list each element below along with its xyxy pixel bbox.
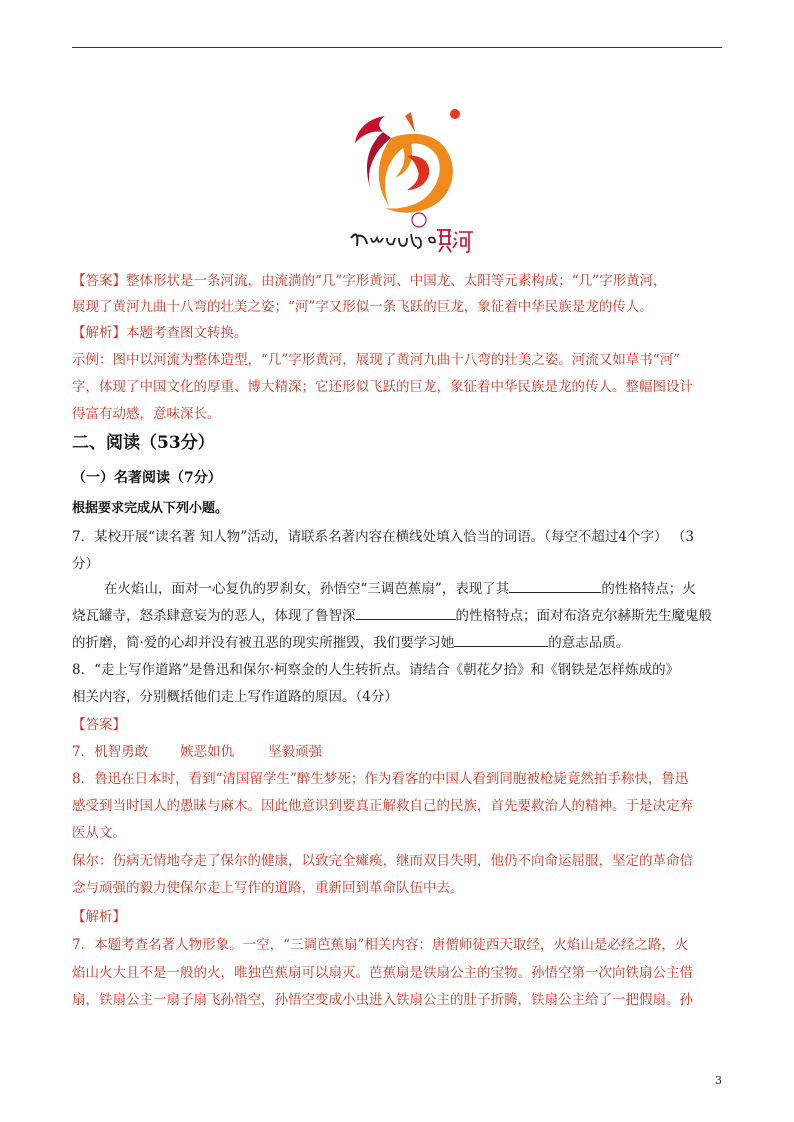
answer-7-blank-1: 机智勇敢 — [94, 744, 149, 760]
subsection-title: （一）名著阅读（7分） — [72, 470, 222, 486]
answer-7-blank-2: 嫉恶如仇 — [180, 744, 235, 760]
q7-p3-text-a: 的折磨，简·爱的心却并没有被丑恶的现实所摧毁，我们要学习她 — [72, 635, 455, 651]
answer-7 — [72, 743, 732, 762]
page-number: 3 — [715, 1074, 722, 1087]
q7-p1-text-a: 在火焰山，面对一心复仇的罗刹女，孙悟空“三调芭蕉扇”，表现了其 — [104, 581, 510, 597]
question-7-paragraph-3 — [72, 634, 732, 653]
answer-8-line-3: 医从文。 — [72, 825, 126, 841]
huanghe-logo-icon — [345, 98, 475, 258]
analysis-7-line-1: 7．本题考查名著人物形象。一空，“三调芭蕉扇”相关内容：唐僧师徒西天取经，火焰山是必经之路，火 — [72, 937, 689, 953]
answer-1-line-2: 展现了黄河九曲十八弯的壮美之姿；“河”字又形似一条飞跃的巨龙，象征着中华民族是龙的传人。 — [72, 299, 653, 315]
answer-7-blank-3: 坚毅顽强 — [268, 744, 323, 760]
q7-p2-text-b: 的性格特点；面对布洛克尔赫斯先生魔鬼般 — [455, 608, 712, 624]
fill-blank-1[interactable] — [509, 580, 601, 593]
analysis-1-line — [72, 324, 732, 343]
header-rule — [72, 47, 722, 48]
question-7-paragraph-2 — [72, 607, 732, 626]
example-line-2: 字，体现了中国文化的厚重、博大精深；它还形似飞跃的巨龙，象征着中华民族是龙的传人。整幅图设计 — [72, 379, 693, 395]
q7-p2-text-a: 烧瓦罐寺，怒杀肆意妄为的恶人，体现了鲁智深 — [72, 608, 356, 624]
huanghe-logo — [345, 98, 475, 258]
answer-1-text: 整体形状是一条河流，由流淌的“几”字形黄河、中国龙、太阳等元素构成；“几”字形黄河， — [126, 273, 667, 289]
question-8-line-2: 相关内容，分别概括他们走上写作道路的原因。（4分） — [72, 689, 398, 705]
answer-8-line-4: 保尔：伤病无情地夺走了保尔的健康，以致完全瘫痪，继而双目失明，他仍不向命运屈服，坚定的革命信 — [72, 853, 693, 869]
instruction: 根据要求完成从下列小题。 — [72, 501, 229, 516]
example-line-1: 示例：图中以河流为整体造型，“几”字形黄河，展现了黄河九曲十八弯的壮美之姿。河流又如草书“河” — [72, 352, 681, 368]
analysis-7-line-3: 扇，铁扇公主一扇子扇飞孙悟空，孙悟空变成小虫进入铁扇公主的肚子折腾，铁扇公主给了一把假扇。孙 — [72, 992, 693, 1008]
answer-tag-2: 【答案】 — [72, 717, 126, 733]
fill-blank-3[interactable] — [454, 634, 548, 647]
section-title: 二、阅读（53分） — [72, 433, 215, 453]
question-7-line-2: 分） — [72, 556, 99, 572]
fill-blank-2[interactable] — [356, 607, 456, 620]
answer-8-line-5: 念与顽强的毅力使保尔走上写作的道路，重新回到革命队伍中去。 — [72, 880, 464, 896]
answer-tag: 【答案】 — [72, 273, 126, 289]
q7-p1-text-b: 的性格特点；火 — [601, 581, 696, 597]
analysis-tag: 【解析】 — [72, 325, 126, 341]
question-8-line-1: 8．“走上写作道路”是鲁迅和保尔·柯察金的人生转折点。请结合《朝花夕拾》和《钢铁是怎样炼成的》 — [72, 662, 680, 678]
answer-1-line-1 — [72, 272, 732, 291]
answer-8-line-1: 8．鲁迅在日本时，看到“清国留学生”醉生梦死；作为看客的中国人看到同胞被枪毙竟然拍手称快，鲁迅 — [72, 771, 689, 787]
q7-p3-text-b: 的意志品质。 — [548, 635, 630, 651]
analysis-tag-2: 【解析】 — [72, 909, 126, 925]
question-7-line-1: 7．某校开展“读名著 知人物”活动，请联系名著内容在横线处填入恰当的词语。（每空不超过4个字） （3 — [72, 529, 694, 545]
question-7-paragraph-1 — [104, 580, 764, 599]
answer-7-number: 7． — [72, 744, 95, 760]
analysis-7-line-2: 焰山火大且不是一般的火，唯独芭蕉扇可以扇灭。芭蕉扇是铁扇公主的宝物。孙悟空第一次向铁扇公主借 — [72, 965, 693, 981]
analysis-1-text: 本题考查图文转换。 — [126, 325, 248, 341]
answer-8-line-2: 感受到当时国人的愚昧与麻木。因此他意识到要真正解救自己的民族，首先要救治人的精神。于是决定弃 — [72, 798, 693, 814]
example-line-3: 得富有动感，意味深长。 — [72, 406, 221, 422]
